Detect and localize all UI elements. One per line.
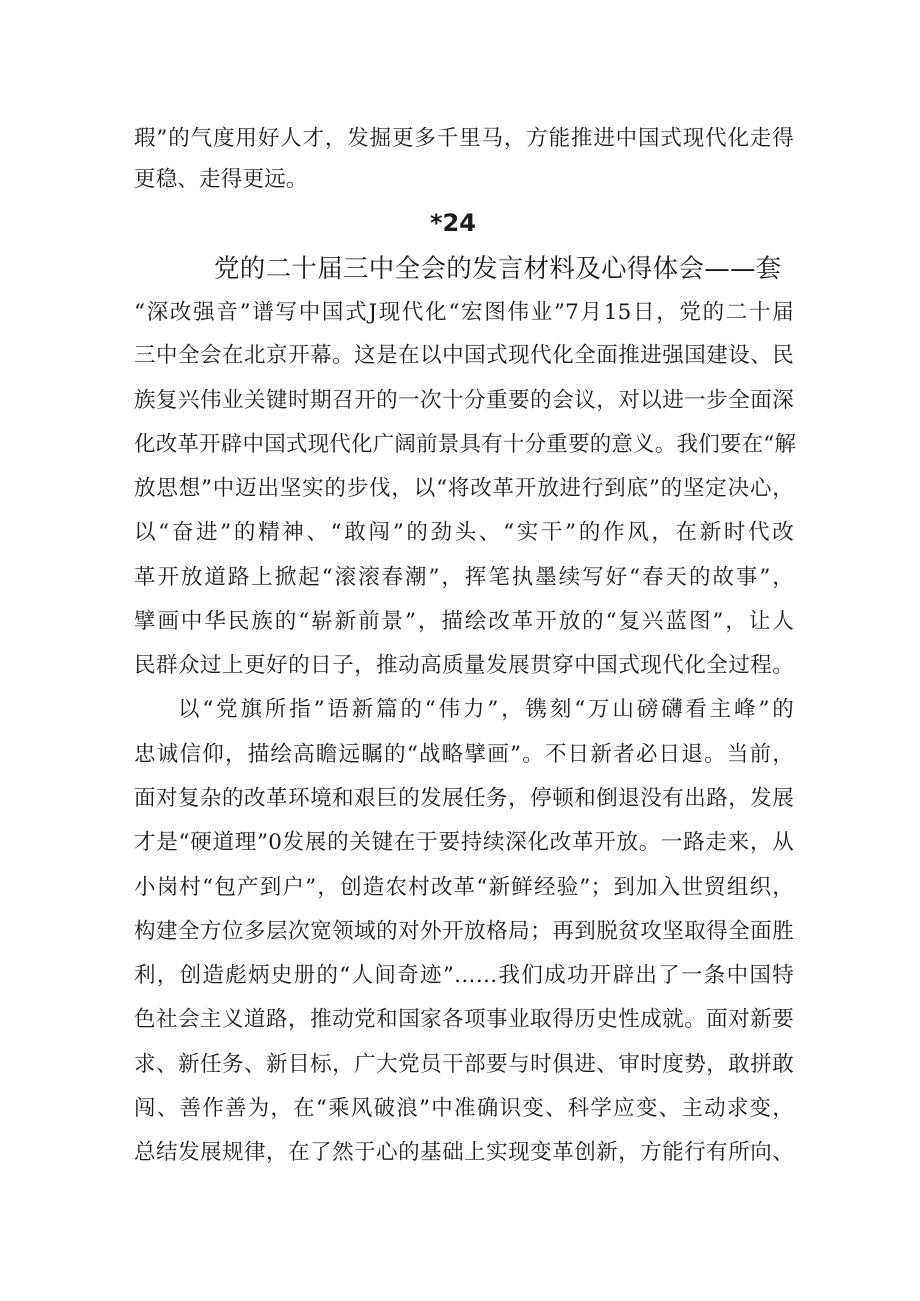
body-text-line: 闯、善作善为，在“乘风破浪”中准确识变、科学应变、主动求变，	[134, 1096, 794, 1121]
body-text-line: 放思想”中迈出坚实的步伐，以“将改革开放进行到底”的坚定决心，	[134, 476, 794, 501]
body-text-line: 小岗村“包产到户”，创造农村改革“新鲜经验”；到加入世贸组织，	[134, 875, 794, 900]
section-number: *24	[430, 209, 476, 237]
body-text-line: 才是“硬道理”0发展的关键在于要持续深化改革开放。一路走来，从	[134, 830, 794, 855]
body-text-line: 革开放道路上掀起“滚滚春潮”，挥笔执墨续写好“春天的故事”，	[134, 565, 794, 590]
body-text-line: 利，创造彪炳史册的“人间奇迹”……我们成功开辟出了一条中国特	[134, 963, 794, 988]
body-text-line: 更稳、走得更远。	[134, 167, 308, 192]
body-text-line: 以“党旗所指”语新篇的“伟力”，镌刻“万山磅礴看主峰”的	[178, 697, 794, 722]
body-text-line: 擘画中华民族的“崭新前景”，描绘改革开放的“复兴蓝图”，让人	[134, 609, 794, 634]
body-text-line: 以“奋进”的精神、“敢闯”的劲头、“实干”的作风，在新时代改	[134, 520, 794, 545]
body-text-line: 色社会主义道路，推动党和国家各项事业取得历史性成就。面对新要	[134, 1007, 794, 1032]
body-text-line: 求、新任务、新目标，广大党员干部要与时俱进、审时度势，敢拼敢	[134, 1052, 794, 1077]
body-text-line: 构建全方位多层次宽领域的对外开放格局；再到脱贫攻坚取得全面胜	[134, 919, 794, 944]
body-text-line: 瑕”的气度用好人才，发掘更多千里马，方能推进中国式现代化走得	[134, 126, 794, 151]
body-text-line: 三中全会在北京开幕。这是在以中国式现代化全面推进强国建设、民	[134, 343, 794, 368]
body-text-line: 民群众过上更好的日子，推动高质量发展贯穿中国式现代化全过程。	[134, 653, 794, 678]
section-heading: 党的二十届三中全会的发言材料及心得体会——套	[214, 254, 782, 284]
body-text-line: 忠诚信仰，描绘高瞻远瞩的“战略擘画”。不日新者必日退。当前，	[134, 742, 794, 767]
body-text-line: 族复兴伟业关键时期召开的一次十分重要的会议，对以进一步全面深	[134, 388, 794, 413]
body-text-line: 化改革开辟中国式现代化广阔前景具有十分重要的意义。我们要在“解	[134, 432, 797, 457]
body-text-line: 面对复杂的改革环境和艰巨的发展任务，停顿和倒退没有出路，发展	[134, 786, 794, 811]
body-text-line: “深改强音”谱写中国式J现代化“宏图伟业”7月15日，党的二十届	[134, 300, 794, 325]
body-text-line: 总结发展规律，在了然于心的基础上实现变革创新，方能行有所向、	[134, 1140, 794, 1165]
